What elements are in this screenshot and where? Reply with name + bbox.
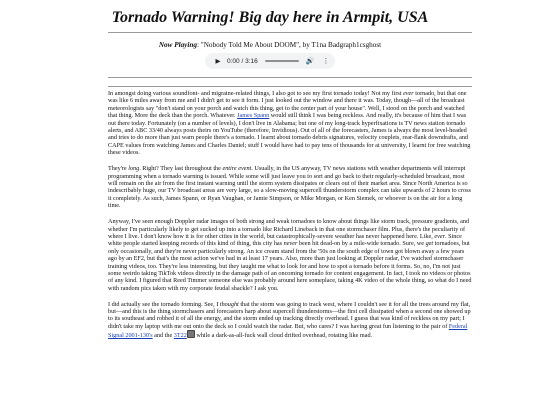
link-james-spann[interactable]: James Spann <box>237 112 270 120</box>
audio-player[interactable] <box>205 53 335 69</box>
text: been hit dead-on by a mile-wide tornado. Sure, we <box>297 240 426 248</box>
divider <box>108 86 472 87</box>
text: . Usually, in the US anyway, TV news stations with weather departments will interrupt programming when a tornado warning is issued. While some will just leave you to sort and go back to their regularly-scheduled broadcast, most will remain on the air from the first instant warning until the storm system dissipates or clears out of their market area. Since North America is so indescribably huge, our TV broadcast areas are very large, so a slow-moving supercell thunderstorm complex can take upwards of 2 hours to cross it completely. As such, James Spann, or Ryan Vaughan, or Jamie Simpson, or Mike Morgan, or Ken Siemek, or whoever is on the air for a long time. <box>108 165 471 210</box>
page-title: Tornado Warning! Big day here in Armpit, USA <box>111 9 429 26</box>
text: that the storm was going to track west, where I couldn't see it for all the trees around my flat, but—and this is the thing stormchasers and forecasters harp about supercell thunderstorms—the first cell dissipated when a second one showed up to its southeast and robbed it of all the energy, and the storm ended up tracking directly overhead. I guess that was kind of reckless on my part; I didn't take my laptop with me out onto the deck so I could watch the radar. But, who cares? I was having great fun listening to the pair of <box>108 300 471 330</box>
more-vertical-icon[interactable]: ⋮ <box>322 58 330 65</box>
emphasis: entire event <box>222 165 252 173</box>
now-playing-colon: : <box>196 41 199 49</box>
emoji-icon <box>187 330 195 338</box>
text: tornado, but that one was like 6 miles away from me and I didn't get to see it form. I just looked out the window and there it was. Today, though—all of the broadcast meteorologists say "don't stand on your porch and watch this thing, get to the center part of your house". Well, I stood on the porch and watched that thing. More the deck than the porch. Whatever. <box>108 90 467 120</box>
text: and the <box>152 332 174 340</box>
divider <box>108 32 472 33</box>
text: while a dark-as-all-fuck wall cloud drifted overhead, rotating like mad. <box>194 332 373 340</box>
divider <box>108 77 472 78</box>
paragraph-2 <box>108 165 472 209</box>
time-display: 0:00 / 3:16 <box>227 57 258 65</box>
paragraph-4 <box>108 301 472 340</box>
emphasis: long <box>128 165 140 173</box>
post-body <box>108 90 472 348</box>
text: . Right? They last throughout the <box>139 165 223 173</box>
now-playing <box>0 40 540 50</box>
emphasis: ever <box>403 90 414 97</box>
text: They're <box>108 165 129 173</box>
link-federal-signal[interactable]: Federal Signal 2001-130's <box>108 322 468 340</box>
seek-bar[interactable] <box>265 60 299 62</box>
text: In amongst doing various soundfont- and migraine-related things, I also got to see my first tornado today! Not my first <box>108 90 404 97</box>
emphasis: ever <box>434 232 446 240</box>
volume-icon[interactable]: 🔊 <box>305 58 315 65</box>
emphasis: thought <box>219 300 239 308</box>
play-icon[interactable]: ▶ <box>215 58 221 65</box>
text: would still think I was being reckless. And really, it's because of him that I was out there today. Fortunately (on a number of levels), I don't live in Alabama; but one of my long-track hyperfixations is TV news station tornado alerts, and ABC 33/40 always posts theirs on YouTube (therefore, Invidious). Out of all of the forecasters, James is always the most level-headed and tries to do more than just warn people there's a tornado. I learnt about tornado debris signatures, velocity couplets, rear-flank downdrafts, and CAPE values from watching James and Charles Daniel; stuff I would have had to pay tens of thousands for at university, I learnt for free watching these videos. <box>108 112 471 157</box>
now-playing-label: Now Playing <box>158 41 197 49</box>
text: tornadoes, but only occasionally, and they're never particularly strong. An ice cream stand from the '50s on the south edge of town got blown away a few years ago by an EF2, but that's the most action we've had in at least 17 years. Also, more than just looking at Doppler radar, I've watched stormchaser training videos, too. They're less interesting, but they taught me what to look for and how to spot a tornado before it forms. So, no, I'm not just some weirdo taking TikTok videos directly in the damage path of an oncoming tornado for content engagement. In fact, I took no videos or photos of any kind. I figured that Reed Timmer someone else was probably around here someplace, taking 4K video of the whole thing, so what do I need with random pics taken with my corporate feudal shackle? I ask you. <box>108 240 472 292</box>
text: . Since white people started keeping records of this kind of thing, this city has <box>108 232 462 248</box>
link-3t22[interactable]: 3T22 <box>173 332 187 340</box>
emphasis: get <box>425 240 434 248</box>
text: Anyway, I've seen enough Doppler radar images of both strong and weak tornadoes to know about things like storm track, pressure gradients, and whether I'm particularly likely to get sucked up into a tornado like Richard Lineback in that one stormchaser film. Plus, there's the peculiarity of where I live. I don't know how it is for other cities in the world, but catastrophically-severe weather has never happened here. Like, <box>108 218 470 240</box>
paragraph-3 <box>108 218 472 292</box>
paragraph-1 <box>108 90 472 157</box>
now-playing-song: "Nobody Told Me About DOOM", by T1na Badgraph1csghost <box>198 41 382 49</box>
emphasis: never <box>283 240 298 248</box>
text: I did actually see the tornado forming. See, I <box>108 300 220 308</box>
